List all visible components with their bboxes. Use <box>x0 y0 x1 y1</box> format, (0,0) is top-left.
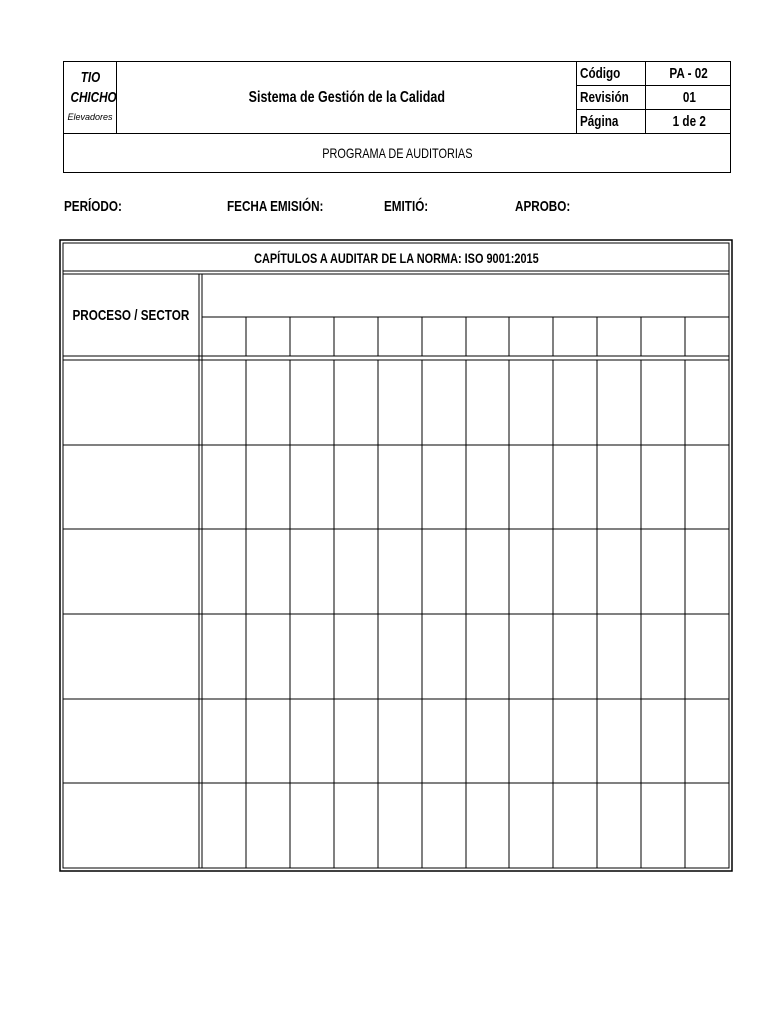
emitio-label: EMITIÓ: <box>384 198 429 215</box>
meta-value-codigo: PA - 02 <box>669 65 709 82</box>
process-header-cell <box>63 276 199 355</box>
meta-label-codigo: Código <box>580 65 621 82</box>
system-title: Sistema de Gestión de la Calidad <box>248 88 445 106</box>
logo-name-line1: TIO <box>80 69 100 86</box>
process-header: PROCESO / SECTOR <box>72 307 190 324</box>
program-title: PROGRAMA DE AUDITORIAS <box>321 145 473 161</box>
grid-title: CAPÍTULOS A AUDITAR DE LA NORMA: ISO 9001:2015 <box>254 250 539 266</box>
periodo-label: PERÍODO: <box>64 198 122 215</box>
aprobo-label: APROBO: <box>515 198 571 215</box>
logo-subtitle: Elevadores <box>67 112 113 122</box>
meta-label-revision: Revisión <box>580 89 629 106</box>
meta-label-pagina: Página <box>580 113 619 130</box>
meta-value-pagina: 1 de 2 <box>672 113 706 130</box>
grid-title-cell <box>63 246 730 270</box>
meta-value-revision: 01 <box>682 89 696 106</box>
logo-name-line2: CHICHO <box>70 89 117 106</box>
fecha-emision-label: FECHA EMISIÓN: <box>227 198 324 215</box>
